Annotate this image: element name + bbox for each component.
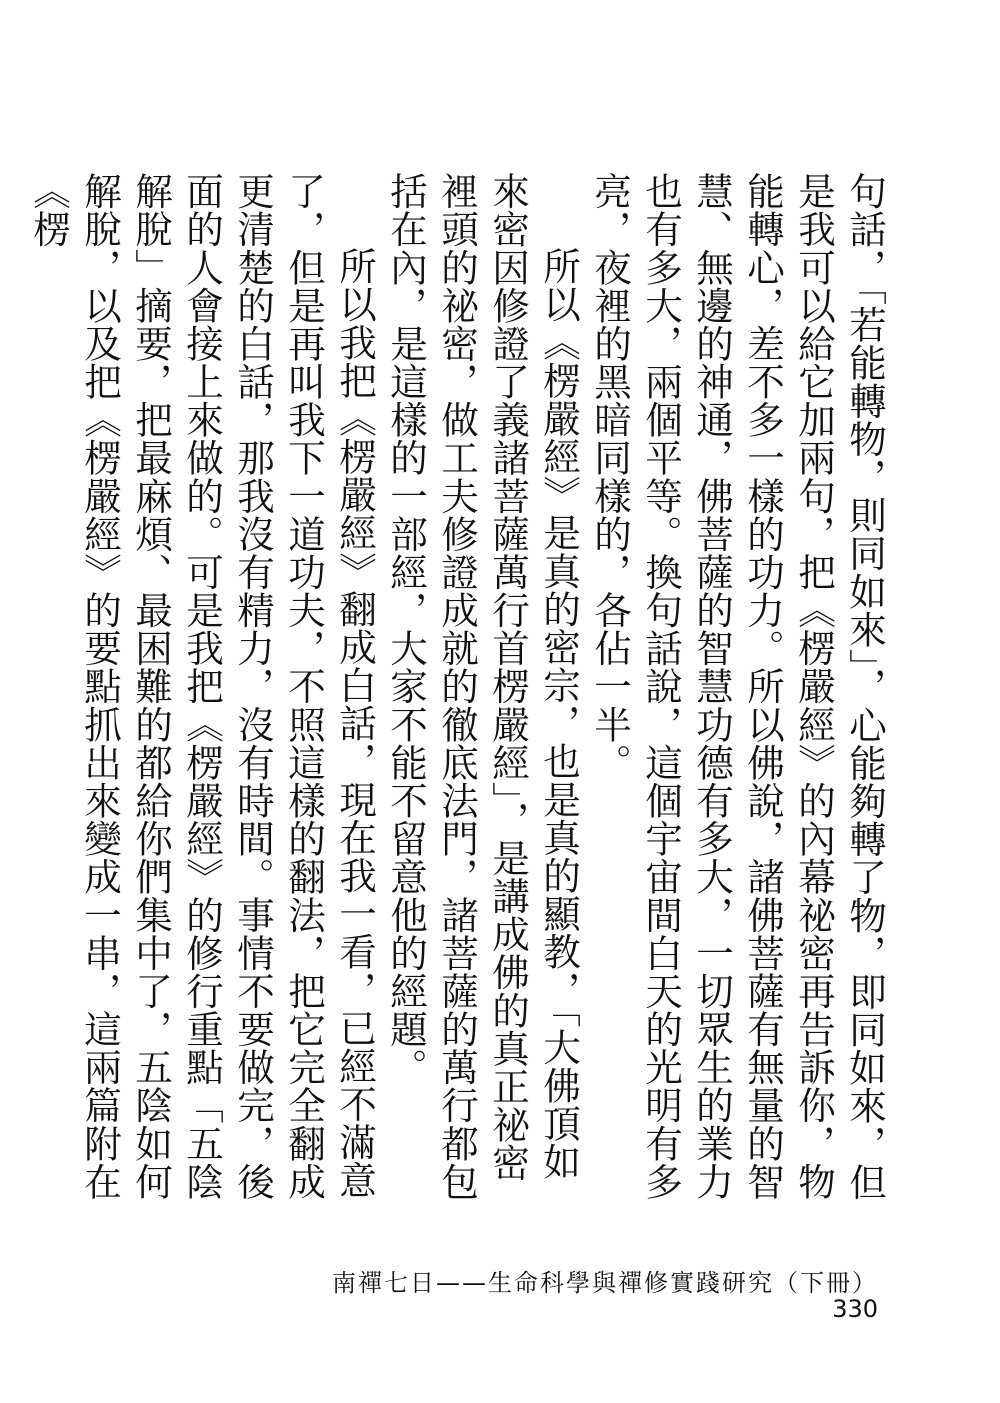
paragraph-3: 所以我把《楞嚴經》翻成白話，現在我一看，已經不滿意了，但是再叫我下一道功夫，不照這樣的翻法，把它完全翻成更清楚的白話，那我沒有精力，沒有時間。事情不要做完，後面的人會接上來做的。可是我把《楞嚴經》的修行重點「五陰解脫」摘要，把最麻煩、最困難的都給你們集中了，五陰如何解脫，以及把《楞嚴經》的要點抓出來變成一串，這兩篇附在《楞 — [27, 172, 377, 1201]
book-title-footer: 南禪七日——生命科學與禪修實踐研究（下冊） — [332, 1269, 878, 1297]
paragraph-2: 所以《楞嚴經》是真的密宗，也是真的顯教，「大佛頂如來密因修證了義諸菩薩萬行首楞嚴經」，是講成佛的真正祕密裡頭的祕密，做工夫修證成就的徹底法門，諸菩薩的萬行都包括在內，是這樣的一部經，大家不能不留意他的經題。 — [384, 172, 581, 1201]
vertical-text-body — [27, 172, 890, 1202]
paragraph-1: 句話，「若能轉物，則同如來」，心能夠轉了物，即同如來，但是我可以給它加兩句，把《楞嚴經》的內幕祕密再告訴你，物能轉心，差不多一樣的功力。所以佛說，諸佛菩薩有無量的智慧、無邊的神通，佛菩薩的智慧功德有多大，一切眾生的業力也有多大，兩個平等。換句話說，這個宇宙間白天的光明有多亮，夜裡的黑暗同樣的，各佔一半。 — [588, 172, 887, 1201]
page-number: 330 — [832, 1295, 878, 1323]
